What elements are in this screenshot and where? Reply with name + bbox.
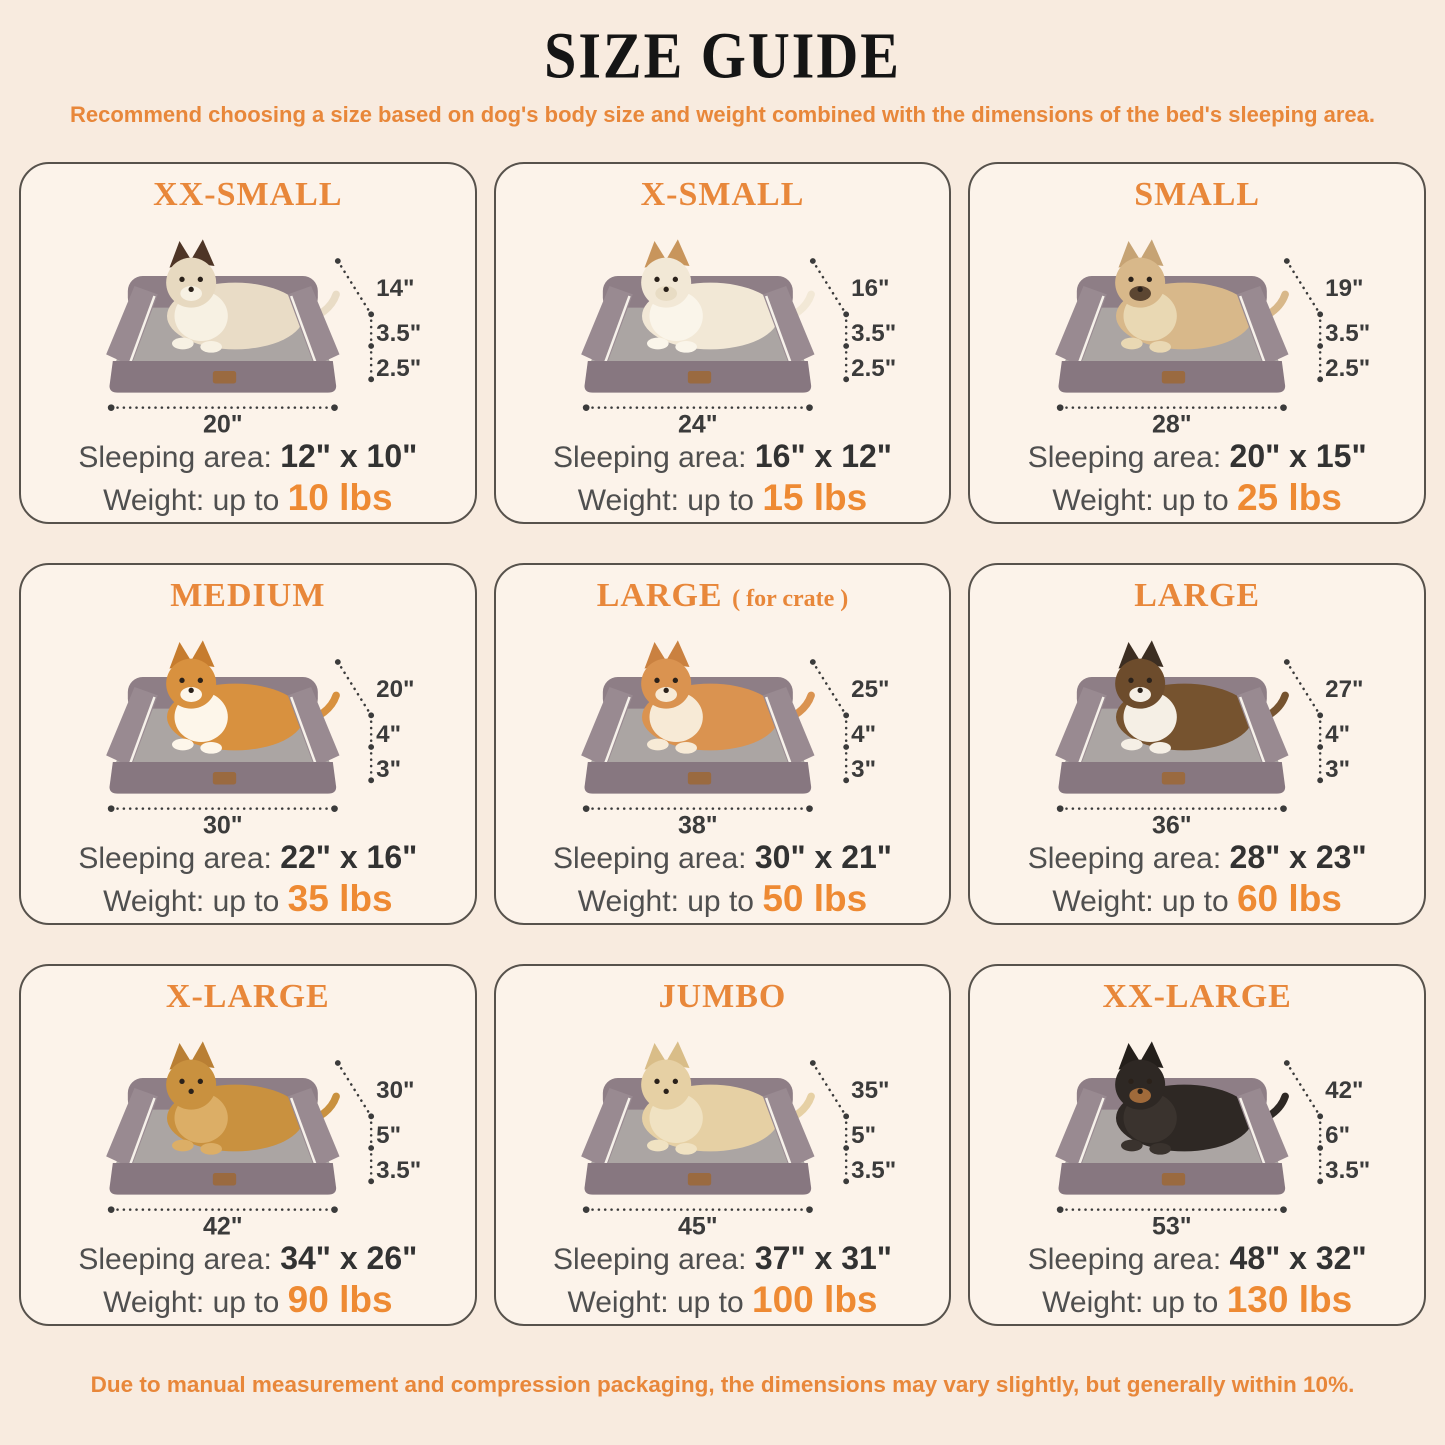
dimension-dot	[1057, 1206, 1064, 1213]
dimension-dot	[368, 311, 374, 317]
diagonal-dimension-line	[812, 662, 845, 715]
pet-paw	[1150, 742, 1172, 754]
sleeping-area-line	[21, 837, 475, 877]
dimension-dot	[1284, 258, 1290, 264]
dimension-dot	[368, 712, 374, 718]
bolster-height-label: 6"	[1325, 1122, 1351, 1149]
sleeping-area-value: 37" x 31"	[754, 1240, 892, 1276]
dimension-dot	[582, 1206, 589, 1213]
dimension-dot	[1318, 1113, 1324, 1119]
dimension-dot	[843, 712, 849, 718]
pet-eye	[654, 277, 659, 282]
sleeping-area-label: Sleeping area:	[553, 1243, 747, 1276]
weight-line	[496, 476, 950, 522]
pet-paw	[172, 739, 194, 751]
pet-nose	[663, 1089, 668, 1094]
bed-logo-patch	[687, 772, 710, 785]
dog-bed-illustration	[21, 216, 475, 436]
dog-bed-illustration	[970, 216, 1424, 436]
sleeping-area-line	[970, 837, 1424, 877]
dimension-dot	[582, 805, 589, 812]
dimension-dot	[368, 343, 374, 349]
pet-eye	[1147, 678, 1152, 683]
size-card-large	[968, 563, 1426, 925]
weight-label: Weight: up to	[103, 484, 280, 517]
sleeping-area-value: 34" x 26"	[280, 1240, 418, 1276]
dimension-dot	[843, 1113, 849, 1119]
width-dimension-label: 28"	[1152, 410, 1192, 436]
size-card-xx-small	[19, 162, 477, 524]
pet-eye	[179, 678, 184, 683]
dimension-dot	[331, 805, 338, 812]
pet-paw	[1121, 739, 1143, 751]
base-height-label: 3.5"	[1325, 1157, 1371, 1184]
pet-paw	[675, 742, 697, 754]
dimension-dot	[1318, 1178, 1324, 1184]
dog-bed-illustration	[970, 1018, 1424, 1238]
dimension-dot	[806, 1206, 813, 1213]
dog-bed-illustration	[21, 1018, 475, 1238]
bolster-height-label: 5"	[376, 1122, 402, 1149]
dimension-dot	[1280, 805, 1287, 812]
dimension-dot	[1284, 1060, 1290, 1066]
pet-nose	[188, 287, 193, 292]
weight-value: 100 lbs	[752, 1279, 878, 1320]
diagonal-dimension-line	[812, 261, 845, 314]
size-card-large-crate	[494, 563, 952, 925]
diagonal-dimension-line	[1287, 261, 1320, 314]
page-subtitle: Recommend choosing a size based on dog's body size and weight combined with the dimensions of the bed's sleeping area.	[69, 102, 1375, 127]
bed-logo-patch	[1162, 1173, 1185, 1186]
diagonal-dimension-line	[812, 1063, 845, 1116]
pet-paw	[1121, 1140, 1143, 1152]
sleeping-area-label: Sleeping area:	[78, 1243, 272, 1276]
weight-label: Weight: up to	[103, 885, 280, 918]
pet-paw	[647, 739, 669, 751]
size-card-xx-large	[968, 964, 1426, 1326]
sleeping-area-label: Sleeping area:	[553, 842, 747, 875]
base-height-label: 2.5"	[376, 355, 422, 382]
pet-paw	[172, 1140, 194, 1152]
sleeping-area-line	[496, 436, 950, 476]
sleeping-area-label: Sleeping area:	[1027, 842, 1222, 875]
diagonal-dimension-label: 30"	[376, 1077, 415, 1104]
pet-eye	[1129, 678, 1134, 683]
width-dimension-label: 20"	[202, 410, 243, 436]
bed-logo-patch	[1162, 772, 1185, 785]
pet-nose	[1138, 1089, 1143, 1094]
dimension-dot	[806, 404, 813, 411]
base-height-label: 3"	[376, 756, 402, 783]
pet-eye	[179, 1079, 184, 1084]
diagonal-dimension-line	[338, 1063, 371, 1116]
size-card-small	[968, 162, 1426, 524]
pet-paw	[1150, 1143, 1172, 1155]
card-size-title: XX-SMALL	[153, 176, 343, 213]
weight-value: 50 lbs	[762, 878, 868, 919]
diagonal-dimension-line	[1287, 662, 1320, 715]
sleeping-area-label: Sleeping area:	[78, 441, 272, 474]
card-size-title: JUMBO	[658, 978, 787, 1015]
diagonal-dimension-label: 14"	[376, 275, 415, 302]
weight-line	[970, 476, 1424, 522]
width-dimension-label: 38"	[677, 811, 718, 837]
diagonal-dimension-label: 25"	[850, 676, 890, 703]
diagonal-dimension-line	[338, 261, 371, 314]
bolster-height-label: 5"	[850, 1122, 876, 1149]
page-footnote: Due to manual measurement and compression packaging, the dimensions may vary slightly, but generally within 10%.	[90, 1372, 1355, 1397]
base-height-label: 2.5"	[850, 355, 896, 382]
weight-line	[21, 877, 475, 923]
dimension-dot	[582, 404, 589, 411]
weight-label: Weight: up to	[567, 1286, 744, 1319]
dog-bed-illustration	[21, 617, 475, 837]
weight-line	[496, 1278, 950, 1324]
size-grid	[19, 162, 1426, 1326]
dimension-dot	[810, 1060, 816, 1066]
dimension-dot	[843, 1178, 849, 1184]
card-size-title: SMALL	[1134, 176, 1261, 213]
pet-paw	[1150, 341, 1172, 353]
page-title: SIZE GUIDE	[544, 18, 901, 93]
pet-paw	[200, 341, 222, 353]
pet-nose	[188, 1089, 193, 1094]
diagonal-dimension-label: 42"	[1325, 1077, 1364, 1104]
sleeping-area-line	[970, 1238, 1424, 1278]
pet-nose	[1138, 688, 1143, 693]
diagonal-dimension-label: 27"	[1325, 676, 1364, 703]
weight-value: 15 lbs	[762, 477, 868, 518]
dimension-dot	[1280, 1206, 1287, 1213]
weight-line	[496, 877, 950, 923]
card-size-title: MEDIUM	[170, 577, 326, 614]
pet-paw	[172, 338, 194, 350]
sleeping-area-value: 30" x 21"	[754, 839, 892, 875]
dimension-dot	[1318, 376, 1324, 382]
dimension-dot	[335, 1060, 341, 1066]
pet-paw	[1121, 338, 1143, 350]
sleeping-area-value: 12" x 10"	[280, 438, 418, 474]
card-size-note: ( for crate )	[732, 586, 849, 612]
pet-paw	[200, 742, 222, 754]
dimension-dot	[1318, 343, 1324, 349]
dimension-dot	[843, 376, 849, 382]
dimension-dot	[1318, 311, 1324, 317]
pet-eye	[179, 277, 184, 282]
bolster-height-label: 4"	[1325, 721, 1351, 748]
dimension-dot	[843, 343, 849, 349]
dimension-dot	[1280, 404, 1287, 411]
size-card-jumbo	[494, 964, 952, 1326]
weight-label: Weight: up to	[577, 484, 754, 517]
dimension-dot	[335, 659, 341, 665]
bed-logo-patch	[687, 1173, 710, 1186]
sleeping-area-line	[21, 436, 475, 476]
weight-label: Weight: up to	[1052, 885, 1229, 918]
weight-line	[21, 476, 475, 522]
weight-line	[21, 1278, 475, 1324]
pet-eye	[654, 678, 659, 683]
bed-logo-patch	[213, 772, 236, 785]
pet-paw	[647, 1140, 669, 1152]
dog-bed-illustration	[496, 617, 950, 837]
pet-eye	[1129, 1079, 1134, 1084]
width-dimension-label: 36"	[1152, 811, 1192, 837]
diagonal-dimension-line	[1287, 1063, 1320, 1116]
diagonal-dimension-line	[338, 662, 371, 715]
bed-logo-patch	[687, 371, 710, 384]
sleeping-area-value: 22" x 16"	[280, 839, 418, 875]
pet-nose	[663, 688, 668, 693]
sleeping-area-line	[970, 436, 1424, 476]
width-dimension-label: 24"	[677, 410, 718, 436]
width-dimension-label: 30"	[202, 811, 243, 837]
dimension-dot	[108, 805, 115, 812]
pet-paw	[200, 1143, 222, 1155]
sleeping-area-value: 20" x 15"	[1229, 438, 1367, 474]
pet-eye	[198, 1079, 203, 1084]
pet-eye	[654, 1079, 659, 1084]
weight-value: 130 lbs	[1226, 1279, 1353, 1320]
dimension-dot	[331, 1206, 338, 1213]
sleeping-area-label: Sleeping area:	[1027, 1243, 1222, 1276]
pet-eye	[672, 1079, 677, 1084]
pet-nose	[663, 287, 668, 292]
dimension-dot	[843, 744, 849, 750]
pet-paw	[647, 338, 669, 350]
dimension-dot	[1318, 712, 1324, 718]
base-height-label: 3.5"	[376, 1157, 422, 1184]
dimension-dot	[843, 777, 849, 783]
diagonal-dimension-label: 19"	[1325, 275, 1364, 302]
dimension-dot	[810, 659, 816, 665]
pet-eye	[1129, 277, 1134, 282]
dimension-dot	[368, 777, 374, 783]
weight-label: Weight: up to	[103, 1286, 280, 1319]
dimension-dot	[810, 258, 816, 264]
weight-label: Weight: up to	[1042, 1286, 1219, 1319]
base-height-label: 2.5"	[1325, 355, 1371, 382]
size-card-medium	[19, 563, 477, 925]
weight-value: 10 lbs	[287, 477, 393, 518]
dimension-dot	[1284, 659, 1290, 665]
pet-eye	[1147, 1079, 1152, 1084]
dimension-dot	[368, 1145, 374, 1151]
weight-value: 35 lbs	[287, 878, 393, 919]
dimension-dot	[335, 258, 341, 264]
weight-line	[970, 877, 1424, 923]
base-height-label: 3.5"	[850, 1157, 896, 1184]
dimension-dot	[108, 1206, 115, 1213]
pet-eye	[198, 277, 203, 282]
width-dimension-label: 45"	[677, 1212, 718, 1238]
bed-logo-patch	[1162, 371, 1185, 384]
pet-nose	[1138, 287, 1143, 292]
dog-bed-illustration	[496, 1018, 950, 1238]
sleeping-area-label: Sleeping area:	[78, 842, 272, 875]
sleeping-area-value: 28" x 23"	[1229, 839, 1367, 875]
diagonal-dimension-label: 16"	[850, 275, 890, 302]
base-height-label: 3"	[850, 756, 876, 783]
dimension-dot	[108, 404, 115, 411]
dog-bed-illustration	[496, 216, 950, 436]
pet-paw	[675, 341, 697, 353]
size-card-x-large	[19, 964, 477, 1326]
dimension-dot	[368, 1113, 374, 1119]
sleeping-area-value: 48" x 32"	[1229, 1240, 1367, 1276]
dimension-dot	[368, 1178, 374, 1184]
card-size-title: LARGE ( for crate )	[596, 577, 849, 614]
bolster-height-label: 3.5"	[376, 320, 422, 347]
dimension-dot	[806, 805, 813, 812]
sleeping-area-value: 16" x 12"	[754, 438, 892, 474]
dimension-dot	[843, 1145, 849, 1151]
dimension-dot	[1057, 404, 1064, 411]
weight-value: 60 lbs	[1236, 878, 1342, 919]
sleeping-area-label: Sleeping area:	[553, 441, 747, 474]
card-size-title: X-SMALL	[640, 176, 805, 213]
dimension-dot	[1057, 805, 1064, 812]
base-height-label: 3"	[1325, 756, 1351, 783]
pet-eye	[1147, 277, 1152, 282]
pet-nose	[188, 688, 193, 693]
bolster-height-label: 3.5"	[1325, 320, 1371, 347]
dimension-dot	[368, 744, 374, 750]
width-dimension-label: 53"	[1152, 1212, 1192, 1238]
card-size-title: XX-LARGE	[1102, 978, 1292, 1015]
weight-value: 25 lbs	[1236, 477, 1342, 518]
bolster-height-label: 4"	[850, 721, 876, 748]
bolster-height-label: 3.5"	[850, 320, 896, 347]
pet-eye	[672, 678, 677, 683]
card-size-title: LARGE	[1134, 577, 1261, 614]
dimension-dot	[843, 311, 849, 317]
diagonal-dimension-label: 35"	[850, 1077, 890, 1104]
bolster-height-label: 4"	[376, 721, 402, 748]
weight-line	[970, 1278, 1424, 1324]
dimension-dot	[1318, 777, 1324, 783]
pet-eye	[198, 678, 203, 683]
size-card-x-small	[494, 162, 952, 524]
bed-logo-patch	[213, 371, 236, 384]
dog-bed-illustration	[970, 617, 1424, 837]
weight-label: Weight: up to	[1052, 484, 1229, 517]
bed-logo-patch	[213, 1173, 236, 1186]
sleeping-area-line	[21, 1238, 475, 1278]
card-size-title: X-LARGE	[165, 978, 330, 1015]
dimension-dot	[368, 376, 374, 382]
dimension-dot	[1318, 1145, 1324, 1151]
weight-value: 90 lbs	[287, 1279, 393, 1320]
sleeping-area-line	[496, 1238, 950, 1278]
sleeping-area-label: Sleeping area:	[1027, 441, 1222, 474]
diagonal-dimension-label: 20"	[376, 676, 415, 703]
dimension-dot	[1318, 744, 1324, 750]
width-dimension-label: 42"	[202, 1212, 243, 1238]
weight-label: Weight: up to	[577, 885, 754, 918]
pet-eye	[672, 277, 677, 282]
dimension-dot	[331, 404, 338, 411]
sleeping-area-line	[496, 837, 950, 877]
pet-paw	[675, 1143, 697, 1155]
